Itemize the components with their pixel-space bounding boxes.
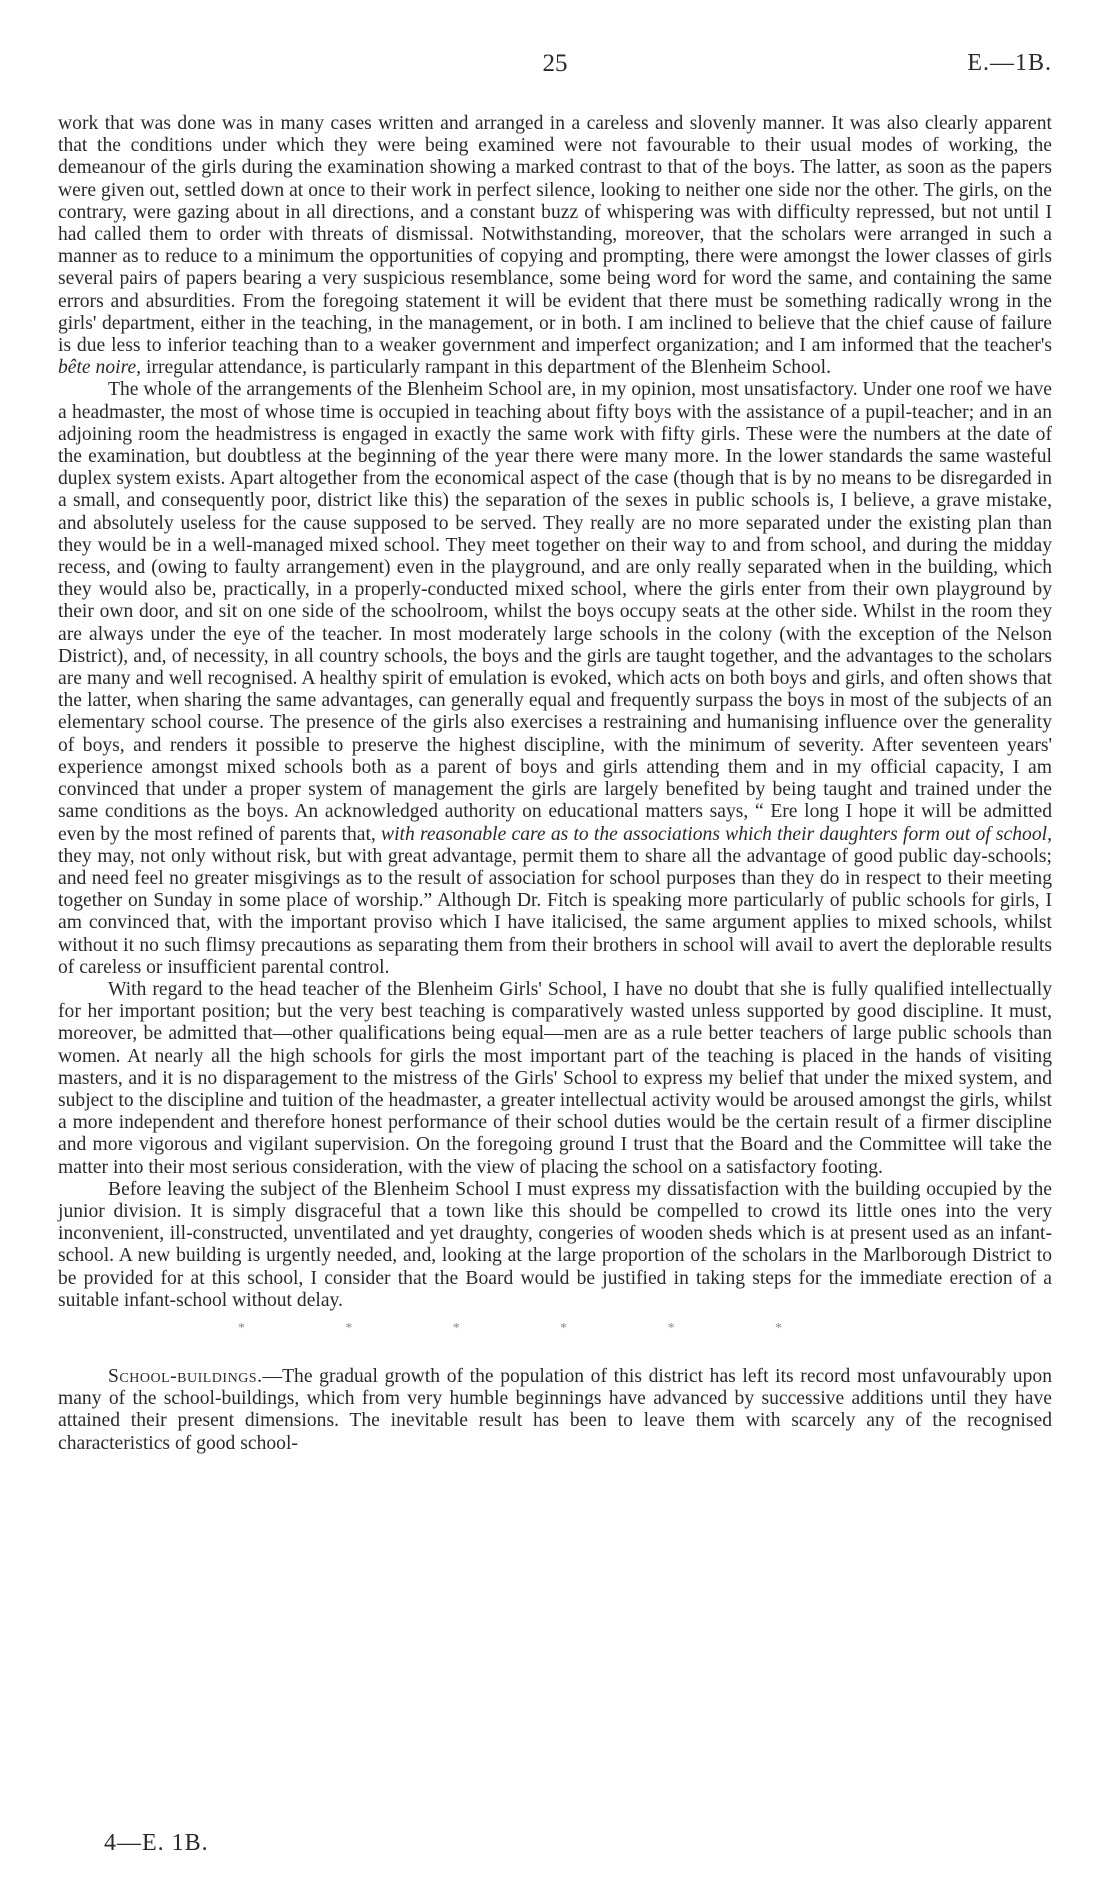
document-reference: E.—1B. (967, 50, 1052, 76)
asterisk: * (452, 1320, 460, 1336)
sheet-signature-mark: 4—E. 1B. (104, 1830, 209, 1856)
asterisk: * (238, 1320, 245, 1336)
page-number: 25 (542, 50, 568, 77)
asterisk: * (345, 1320, 353, 1336)
paragraph-1: work that was done was in many cases written and arranged in a careless and slovenly manner. It was also clearly apparent that the conditions under which they were being examined were not favourable to their usual modes of working, the demeanour of the girls during the examination showing a marked contrast to that of the boys. The latter, as soon as the papers were given out, settled down at once to their work in perfect silence, looking to neither one side nor the other. The girls, on the contrary, were gazing about in all directions, and a constant buzz of whispering was with difficulty repressed, but not until I had called them to order with threats of dismissal. Notwithstanding, moreover, that the scholars were arranged in such a manner as to reduce to a minimum the opportunities of copying and prompting, there were amongst the lower classes of girls several pairs of papers bearing a very suspicious resemblance, some being word for word the same, and containing the same errors and absurdities. From the foregoing statement it will be evident that there must be something radically wrong in the girls' department, either in the teaching, in the management, or in both. I am inclined to believe that the chief cause of failure is due less to inferior teaching than to a weaker government and imperfect organization; and I am informed that the teacher's bête noire, irregular attendance, is particularly rampant in this department of the Blenheim School. (58, 113, 1052, 379)
school-buildings-heading: School-buildings. (108, 1365, 263, 1387)
asterisk: * (560, 1320, 568, 1336)
paragraph-2: The whole of the arrangements of the Blenheim School are, in my opinion, most unsatisfactory. Under one roof we have a headmaster, the most of whose time is occupied in teaching about fifty boys with the assistance of a pupil-teacher; and in an adjoining room the headmistress is engaged in exactly the same work with fifty girls. These were the numbers at the date of the examination, but doubtless at the beginning of the year there were many more. In the lower standards the same wasteful duplex system exists. Apart altogether from the economical aspect of the case (though that is by no means to be disregarded in a small, and consequently poor, district like this) the separation of the sexes in public schools is, I believe, a grave mistake, and absolutely useless for the cause supposed to be served. They really are no more separated under the existing plan than they would be in a well-managed mixed school. They meet together on their way to and from school, and during the midday recess, and (owing to faulty arrangement) even in the playground, and are only really separated when in the building, which they would also be, practically, in a properly-conducted mixed school, where the girls enter from their own playground by their own door, and sit on one side of the schoolroom, whilst the boys occupy seats at the other side. Whilst in the room they are always under the eye of the teacher. In most moderately large schools in the colony (with the exception of the Nelson District), and, of necessity, in all country schools, the boys and the girls are taught together, and the advantages to the scholars are many and well recognised. A healthy spirit of emulation is evoked, which acts on both boys and girls, and often shows that the latter, when sharing the same advantages, can generally equal and frequently surpass the boys in most of the subjects of an elementary school course. The presence of the girls also exercises a restraining and humanising influence over the generality of boys, and renders it possible to preserve the highest discipline, with the minimum of severity. After seventeen years' experience amongst mixed schools both as a parent of boys and girls attending them and in my official capacity, I am convinced that under a proper system of management the girls are largely benefited by being taught and trained under the same conditions as the boys. An acknowledged authority on educational matters says, “ Ere long I hope it will be admitted even by the most refined of parents that, with reasonable care as to the associations which their daughters form out of school, they may, not only without risk, but with great advantage, permit them to share all the advantage of good public day-schools; and need feel no greater misgivings as to the result of association for school purposes than they do in respect to their meeting together on Sunday in some place of worship.” Although Dr. Fitch is speaking more particularly of public schools for girls, I am convinced that, with the important proviso which I have italicised, the same argument applies to mixed schools, whilst without it no such flimsy precautions as separating them from their brothers in school will avail to avert the deplorable results of careless or insufficient parental control. (58, 379, 1052, 978)
page-header (58, 50, 1052, 90)
asterisk: * (774, 1320, 782, 1336)
paragraph-4: Before leaving the subject of the Blenheim School I must express my dissatisfaction with the building occupied by the junior division. It is simply disgraceful that a town like this should be compelled to crowd its little ones into the very inconvenient, ill-constructed, unventilated and yet draughty, congeries of wooden sheds which is at present used as an infant-school. A new building is urgently needed, and, looking at the large proportion of the scholars in the Marlborough District to be provided for at this school, I consider that the Board would be justified in taking steps for the immediate erection of a suitable infant-school without delay. (58, 1178, 1052, 1311)
asterisk: * (667, 1320, 675, 1336)
body-text (58, 113, 1052, 1455)
section-break-asterisks (58, 1312, 1052, 1346)
italic-phrase: bête noire, (58, 357, 142, 379)
school-buildings-text: —The gradual growth of the population of this district has left its record most unfavourably upon many of the school-buildings, which from very humble beginnings have advanced by successive additions until they have attained their present dimensions. The inevitable result has been to leave them with scarcely any of the recognised characteristics of good school- (58, 1365, 1052, 1454)
paragraph-3: With regard to the head teacher of the Blenheim Girls' School, I have no doubt that she is fully qualified intellectually for her important position; but the very best teaching is comparatively wasted unless supported by good discipline. It must, moreover, be admitted that—other qualifications being equal—men are as a rule better teachers of large public schools than women. At nearly all the high schools for girls the most important part of the teaching is placed in the hands of visiting masters, and it is no disparagement to the mistress of the Girls' School to express my belief that under the mixed system, and subject to the discipline and tuition of the headmaster, a greater intellectual activity would be aroused amongst the girls, whilst a more independent and therefore honest performance of their school duties would be the certain result of a firmer discipline and more vigorous and vigilant supervision. On the foregoing ground I trust that the Board and the Committee will take the matter into their most serious consideration, with the view of placing the school on a satisfactory footing. (58, 978, 1052, 1178)
school-buildings-paragraph (58, 1366, 1052, 1455)
italic-phrase: with reasonable care as to the associations which their daughters form out of school, (381, 823, 1052, 845)
